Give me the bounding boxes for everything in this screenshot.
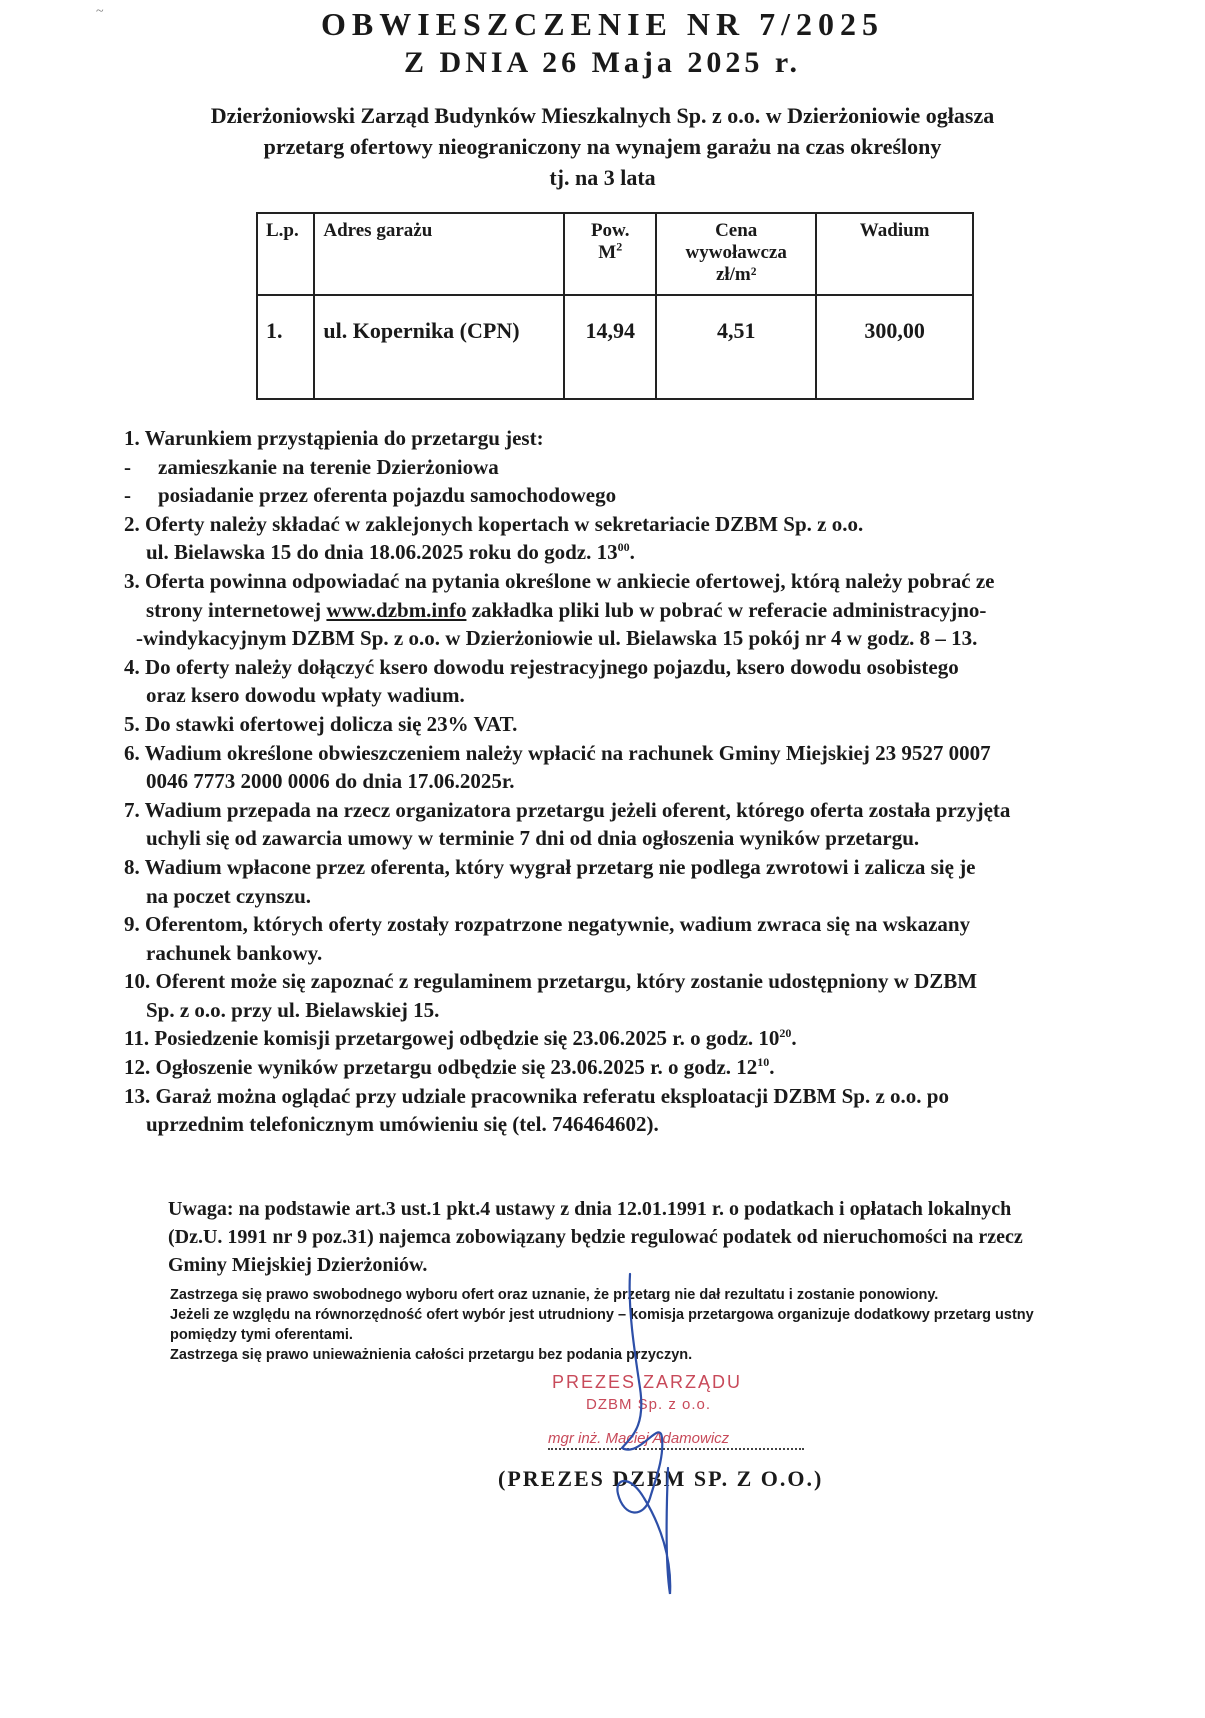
table-row: [257, 295, 973, 399]
conditions-list: [124, 424, 1184, 1139]
header-deposit: Wadium: [816, 213, 973, 295]
intro-line: przetarg ofertowy nieograniczony na wynajem garażu na czas określony: [263, 134, 942, 159]
condition-5: 5. Do stawki ofertowej dolicza się 23% VAT.: [124, 711, 518, 736]
cell-address: ul. Kopernika (CPN): [314, 295, 564, 399]
header-price-line: Cena: [715, 220, 758, 241]
condition-9: 9. Oferentom, których oferty zostały rozpatrzone negatywnie, wadium zwraca się na wskazany: [124, 912, 971, 937]
reservation-line: Jeżeli ze względu na równorzędność ofert wybór jest utrudniony – komisja przetargowa organizuje dodatkowy przetarg ustny: [170, 1307, 1034, 1323]
reservation-line: pomiędzy tymi oferentami.: [170, 1327, 353, 1343]
condition-8: 8. Wadium wpłacone przez oferenta, który wygrał przetarg nie podlega zwrotowi i zalicza się je: [124, 854, 976, 879]
condition-13: 13. Garaż można oglądać przy udziale pracownika referatu eksploatacji DZBM Sp. z o.o. po: [124, 1083, 949, 1108]
cell-area: 14,94: [564, 295, 656, 399]
condition-4: 4. Do oferty należy dołączyć ksero dowodu rejestracyjnego pojazdu, ksero dowodu osobistego: [124, 654, 959, 679]
header-area-label: Pow.: [590, 220, 630, 241]
header-price-unit: zł/m²: [715, 264, 757, 285]
condition-2-cont: ul. Bielawska 15 do dnia 18.06.2025 roku do godz. $13^{00}$.: [146, 540, 635, 565]
stamp-company: DZBM Sp. z o.o.: [586, 1396, 712, 1413]
notice-title: OBWIESZCZENIE NR 7/2025: [321, 6, 884, 42]
header-area-unit: $M^2$: [598, 239, 623, 263]
stamp-name: mgr inż. Maciej Adamowicz: [548, 1430, 730, 1447]
intro-paragraph: [0, 100, 1205, 193]
cell-lp: 1.: [257, 295, 314, 399]
website-link[interactable]: www.dzbm.info: [326, 597, 467, 622]
condition-7: 7. Wadium przepada na rzecz organizatora przetargu jeżeli oferent, którego oferta została przyjęta: [124, 797, 1011, 822]
reservation-line: Zastrzega się prawo unieważnienia całości przetargu bez podania przyczyn.: [170, 1347, 693, 1363]
cell-deposit: 300,00: [816, 295, 973, 399]
condition-1-b: - posiadanie przez oferenta pojazdu samochodowego: [124, 483, 617, 508]
condition-11: 11. Posiedzenie komisji przetargowej odbędzie się 23.06.2025 r. o godz. $10^{20}$.: [124, 1026, 797, 1051]
intro-line: tj. na 3 lata: [549, 165, 656, 190]
table-header-row: [257, 213, 973, 295]
header-area: [564, 213, 656, 295]
tax-note: [168, 1195, 1168, 1279]
note-line: (Dz.U. 1991 nr 9 poz.31) najemca zobowiązany będzie regulować podatek od nieruchomości na rzecz: [168, 1226, 1023, 1248]
intro-line: Dzierżoniowski Zarząd Budynków Mieszkalnych Sp. z o.o. w Dzierżoniowie ogłasza: [210, 103, 995, 128]
header-address: Adres garażu: [314, 213, 564, 295]
condition-3: 3. Oferta powinna odpowiadać na pytania określone w ankiecie ofertowej, którą należy pobrać ze: [124, 568, 995, 593]
condition-6-cont: 0046 7773 2000 0006 do dnia 17.06.2025r.: [146, 769, 515, 794]
reservation-line: Zastrzega się prawo swobodnego wyboru ofert oraz uznanie, że przetarg nie dał rezultatu i zostanie ponowiony.: [170, 1287, 939, 1303]
notice-date: Z DNIA 26 Maja 2025 r.: [404, 46, 801, 79]
condition-1: 1. Warunkiem przystąpienia do przetargu jest:: [124, 426, 544, 450]
note-line: Uwaga: na podstawie art.3 ust.1 pkt.4 ustawy z dnia 12.01.1991 r. o podatkach i opłatach lokalnych: [168, 1198, 1012, 1220]
header-price-line: wywoławcza: [685, 242, 787, 263]
garage-table: [256, 212, 974, 400]
handwritten-signature-icon: [600, 1268, 710, 1598]
header-lp: L.p.: [257, 213, 314, 295]
condition-9-cont: rachunek bankowy.: [146, 940, 323, 965]
condition-7-cont: uchyli się od zawarcia umowy w terminie 7 dni od dnia ogłoszenia wyników przetargu.: [146, 826, 920, 851]
corner-mark: ~: [96, 4, 104, 19]
condition-12: 12. Ogłoszenie wyników przetargu odbędzie się 23.06.2025 r. o godz. $12^{10}$.: [124, 1055, 775, 1080]
header-price: [656, 213, 816, 295]
condition-4-cont: oraz ksero dowodu wpłaty wadium.: [146, 683, 465, 708]
stamp-title: PREZES ZARZĄDU: [552, 1372, 743, 1392]
note-line: Gminy Miejskiej Dzierżoniów.: [168, 1254, 428, 1276]
condition-8-cont: na poczet czynszu.: [146, 883, 312, 908]
signature-caption: (PREZES DZBM SP. Z O.O.): [498, 1466, 824, 1491]
condition-1-a: - zamieszkanie na terenie Dzierżoniowa: [124, 454, 499, 479]
condition-3-cont: strony internetowej www.dzbm.info zakładka pliki lub w pobrać w referacie administracyjno-: [146, 597, 987, 622]
cell-price: 4,51: [656, 295, 816, 399]
condition-6: 6. Wadium określone obwieszczeniem należy wpłacić na rachunek Gminy Miejskiej 23 9527 0007: [124, 740, 991, 765]
condition-10-cont: Sp. z o.o. przy ul. Bielawskiej 15.: [146, 997, 440, 1022]
condition-13-cont: uprzednim telefonicznym umówieniu się (tel. 746464602).: [146, 1112, 659, 1137]
condition-2: 2. Oferty należy składać w zaklejonych kopertach w sekretariacie DZBM Sp. z o.o.: [124, 511, 864, 536]
condition-10: 10. Oferent może się zapoznać z regulaminem przetargu, który zostanie udostępniony w DZBM: [124, 969, 978, 994]
condition-3-cont: -windykacyjnym DZBM Sp. z o.o. w Dzierżoniowie ul. Bielawska 15 pokój nr 4 w godz. 8 – 13.: [136, 626, 978, 651]
